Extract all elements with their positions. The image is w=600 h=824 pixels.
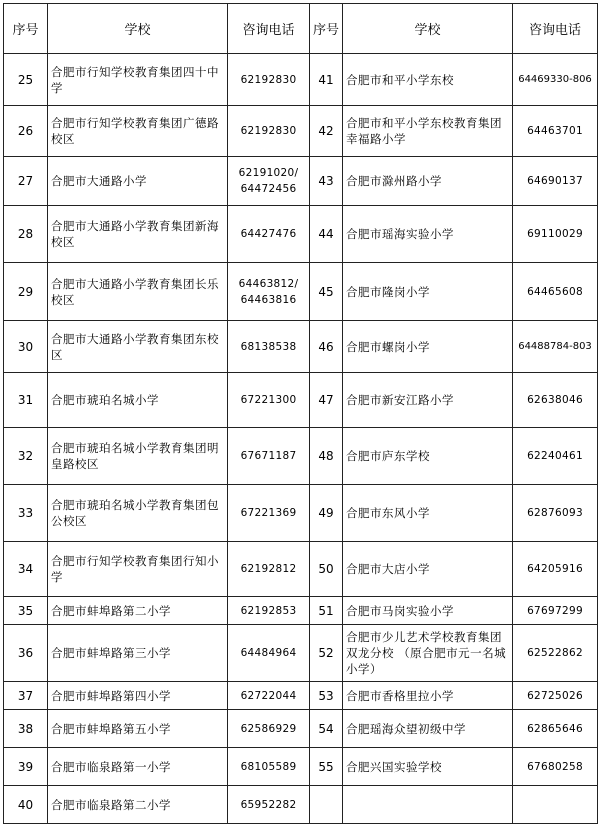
row-number-left: 27 — [4, 157, 48, 206]
school-name-left: 合肥市行知学校教育集团广德路校区 — [48, 106, 228, 157]
table-row — [4, 263, 598, 321]
row-number-left: 26 — [4, 106, 48, 157]
school-name-right: 合肥市和平小学东校教育集团幸福路小学 — [343, 106, 513, 157]
phone-number-left: 67671187 — [228, 428, 310, 485]
phone-number-left: 62192853 — [228, 597, 310, 625]
school-name-left: 合肥市大通路小学教育集团东校区 — [48, 321, 228, 373]
row-number-left: 34 — [4, 542, 48, 597]
row-number-left: 36 — [4, 625, 48, 682]
school-name-right: 合肥市隆岗小学 — [343, 263, 513, 321]
phone-number-right: 64463701 — [513, 106, 598, 157]
phone-number-right: 62638046 — [513, 373, 598, 428]
table-row — [4, 597, 598, 625]
row-number-right: 43 — [310, 157, 343, 206]
header-phone-left: 咨询电话 — [228, 4, 310, 54]
school-name-left: 合肥市蚌埠路第五小学 — [48, 710, 228, 748]
phone-number-left: 68105589 — [228, 748, 310, 786]
row-number-left: 35 — [4, 597, 48, 625]
phone-number-left: 67221369 — [228, 485, 310, 542]
header-school-right: 学校 — [343, 4, 513, 54]
table-row — [4, 710, 598, 748]
school-name-right: 合肥市螺岗小学 — [343, 321, 513, 373]
school-name-right: 合肥市新安江路小学 — [343, 373, 513, 428]
row-number-right: 47 — [310, 373, 343, 428]
phone-number-left: 62192830 — [228, 54, 310, 106]
row-number-left: 30 — [4, 321, 48, 373]
phone-number-right: 69110029 — [513, 206, 598, 263]
school-name-left: 合肥市蚌埠路第三小学 — [48, 625, 228, 682]
phone-number-left: 64427476 — [228, 206, 310, 263]
row-number-left: 37 — [4, 682, 48, 710]
phone-number-right: 62522862 — [513, 625, 598, 682]
row-number-right: 44 — [310, 206, 343, 263]
phone-number-right: 64205916 — [513, 542, 598, 597]
phone-number-left: 64484964 — [228, 625, 310, 682]
row-number-right: 48 — [310, 428, 343, 485]
phone-number-left: 65952282 — [228, 786, 310, 824]
school-name-left: 合肥市琥珀名城小学教育集团明皇路校区 — [48, 428, 228, 485]
table-body — [4, 54, 598, 824]
school-name-right: 合肥市香格里拉小学 — [343, 682, 513, 710]
header-school-left: 学校 — [48, 4, 228, 54]
row-number-left: 40 — [4, 786, 48, 824]
row-number-right: 46 — [310, 321, 343, 373]
school-name-left: 合肥市大通路小学教育集团长乐校区 — [48, 263, 228, 321]
header-seq-left: 序号 — [4, 4, 48, 54]
table-row — [4, 542, 598, 597]
row-number-left: 25 — [4, 54, 48, 106]
table-row — [4, 625, 598, 682]
table-row — [4, 157, 598, 206]
row-number-left: 29 — [4, 263, 48, 321]
school-name-right: 合肥市庐东学校 — [343, 428, 513, 485]
table-row — [4, 748, 598, 786]
school-name-left: 合肥市蚌埠路第二小学 — [48, 597, 228, 625]
school-name-left: 合肥市蚌埠路第四小学 — [48, 682, 228, 710]
school-name-right: 合肥市瑶海实验小学 — [343, 206, 513, 263]
school-name-right: 合肥市大店小学 — [343, 542, 513, 597]
school-name-right: 合肥市少儿艺术学校教育集团双龙分校 （原合肥市元一名城小学） — [343, 625, 513, 682]
row-number-left: 28 — [4, 206, 48, 263]
phone-number-right: 67680258 — [513, 748, 598, 786]
table-row — [4, 206, 598, 263]
row-number-right: 45 — [310, 263, 343, 321]
row-number-right: 42 — [310, 106, 343, 157]
row-number-right: 55 — [310, 748, 343, 786]
school-phone-table-wrapper — [3, 3, 598, 824]
school-name-right: 合肥兴国实验学校 — [343, 748, 513, 786]
school-name-left: 合肥市行知学校教育集团四十中学 — [48, 54, 228, 106]
phone-number-left: 68138538 — [228, 321, 310, 373]
school-name-left: 合肥市琥珀名城小学教育集团包公校区 — [48, 485, 228, 542]
table-row — [4, 106, 598, 157]
table-row — [4, 485, 598, 542]
row-number-right: 52 — [310, 625, 343, 682]
row-number-left: 38 — [4, 710, 48, 748]
row-number-right: 51 — [310, 597, 343, 625]
table-row — [4, 682, 598, 710]
header-phone-right: 咨询电话 — [513, 4, 598, 54]
school-name-right: 合肥市东风小学 — [343, 485, 513, 542]
school-name-left: 合肥市大通路小学 — [48, 157, 228, 206]
table-row — [4, 54, 598, 106]
phone-number-left: 67221300 — [228, 373, 310, 428]
phone-number-left: 64463812/ 64463816 — [228, 263, 310, 321]
phone-number-left: 62192812 — [228, 542, 310, 597]
school-name-left: 合肥市临泉路第二小学 — [48, 786, 228, 824]
school-name-left: 合肥市临泉路第一小学 — [48, 748, 228, 786]
row-number-left: 33 — [4, 485, 48, 542]
phone-number-right: 62865646 — [513, 710, 598, 748]
phone-number-left: 62192830 — [228, 106, 310, 157]
school-name-left: 合肥市大通路小学教育集团新海校区 — [48, 206, 228, 263]
table-row — [4, 428, 598, 485]
school-phone-table — [3, 3, 598, 824]
table-row — [4, 373, 598, 428]
row-number-left: 39 — [4, 748, 48, 786]
phone-number-right: 67697299 — [513, 597, 598, 625]
phone-number-right: 64465608 — [513, 263, 598, 321]
row-number-right: 41 — [310, 54, 343, 106]
phone-number-left: 62586929 — [228, 710, 310, 748]
school-name-left: 合肥市琥珀名城小学 — [48, 373, 228, 428]
row-number-right: 54 — [310, 710, 343, 748]
phone-number-left: 62191020/ 64472456 — [228, 157, 310, 206]
school-name-right: 合肥瑶海众望初级中学 — [343, 710, 513, 748]
phone-number-right: 64469330-806 — [513, 54, 598, 106]
phone-number-right: 62725026 — [513, 682, 598, 710]
school-name-right: 合肥市马岗实验小学 — [343, 597, 513, 625]
row-number-left: 31 — [4, 373, 48, 428]
phone-number-right: 64488784-803 — [513, 321, 598, 373]
phone-number-right: 62240461 — [513, 428, 598, 485]
phone-number-left: 62722044 — [228, 682, 310, 710]
phone-number-right: 62876093 — [513, 485, 598, 542]
school-name-left: 合肥市行知学校教育集团行知小学 — [48, 542, 228, 597]
table-row — [4, 321, 598, 373]
row-number-left: 32 — [4, 428, 48, 485]
school-name-right: 合肥市滁州路小学 — [343, 157, 513, 206]
row-number-right: 50 — [310, 542, 343, 597]
row-number-right: 49 — [310, 485, 343, 542]
header-seq-right: 序号 — [310, 4, 343, 54]
phone-number-right: 64690137 — [513, 157, 598, 206]
school-name-right: 合肥市和平小学东校 — [343, 54, 513, 106]
row-number-right: 53 — [310, 682, 343, 710]
header-row — [4, 4, 598, 54]
